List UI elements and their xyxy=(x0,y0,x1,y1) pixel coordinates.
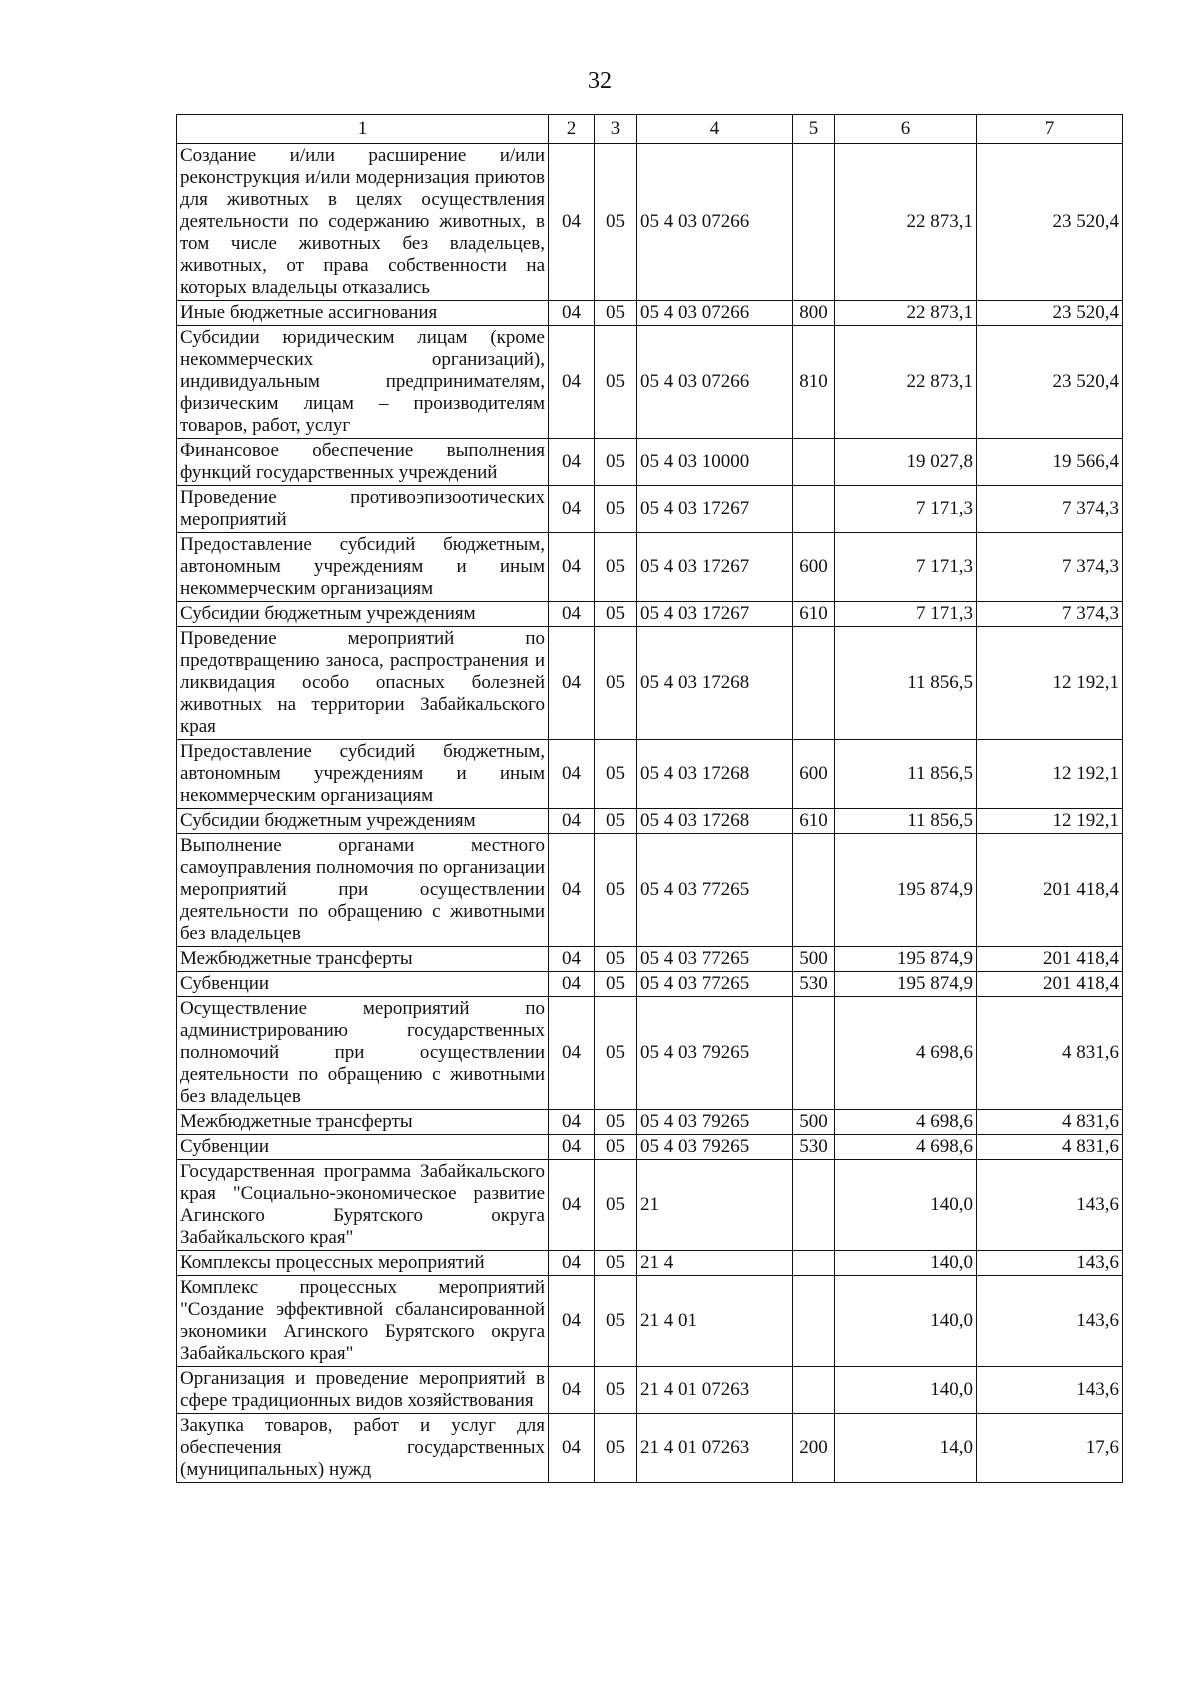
target-article-cell: 05 4 03 17268 xyxy=(637,627,793,740)
subsection-code-cell: 05 xyxy=(595,301,637,326)
section-code-cell: 04 xyxy=(549,602,595,627)
column-header: 5 xyxy=(793,115,835,144)
budget-table xyxy=(176,114,1123,1483)
table-row xyxy=(177,1110,1123,1135)
amount-col7-cell: 201 418,4 xyxy=(977,947,1123,972)
subsection-code-cell: 05 xyxy=(595,1110,637,1135)
section-code-cell: 04 xyxy=(549,1160,595,1251)
row-name-cell: Осуществление мероприятий по администрированию государственных полномочий при осуществлении деятельности по обращению с животными без владельцев xyxy=(177,997,549,1110)
expense-type-cell: 610 xyxy=(793,809,835,834)
amount-col6-cell: 4 698,6 xyxy=(835,1135,977,1160)
expense-type-cell xyxy=(793,1160,835,1251)
amount-col7-cell: 143,6 xyxy=(977,1276,1123,1367)
subsection-code-cell: 05 xyxy=(595,1414,637,1483)
table-row xyxy=(177,1160,1123,1251)
target-article-cell: 05 4 03 77265 xyxy=(637,972,793,997)
amount-col7-cell: 7 374,3 xyxy=(977,533,1123,602)
expense-type-cell: 600 xyxy=(793,740,835,809)
expense-type-cell xyxy=(793,997,835,1110)
amount-col6-cell: 4 698,6 xyxy=(835,997,977,1110)
target-article-cell: 21 4 xyxy=(637,1251,793,1276)
amount-col7-cell: 19 566,4 xyxy=(977,439,1123,486)
table-row xyxy=(177,834,1123,947)
amount-col7-cell: 7 374,3 xyxy=(977,486,1123,533)
row-name-cell: Проведение противоэпизоотических мероприятий xyxy=(177,486,549,533)
expense-type-cell: 200 xyxy=(793,1414,835,1483)
amount-col7-cell: 201 418,4 xyxy=(977,834,1123,947)
amount-col7-cell: 143,6 xyxy=(977,1160,1123,1251)
table-row xyxy=(177,1251,1123,1276)
amount-col6-cell: 140,0 xyxy=(835,1276,977,1367)
target-article-cell: 05 4 03 17267 xyxy=(637,602,793,627)
expense-type-cell: 600 xyxy=(793,533,835,602)
amount-col7-cell: 143,6 xyxy=(977,1251,1123,1276)
expense-type-cell xyxy=(793,834,835,947)
subsection-code-cell: 05 xyxy=(595,1367,637,1414)
amount-col7-cell: 17,6 xyxy=(977,1414,1123,1483)
expense-type-cell xyxy=(793,1367,835,1414)
table-row xyxy=(177,1414,1123,1483)
expense-type-cell xyxy=(793,627,835,740)
row-name-cell: Предоставление субсидий бюджетным, автономным учреждениям и иным некоммерческим организациям xyxy=(177,533,549,602)
amount-col6-cell: 195 874,9 xyxy=(835,834,977,947)
column-header: 2 xyxy=(549,115,595,144)
section-code-cell: 04 xyxy=(549,301,595,326)
row-name-cell: Предоставление субсидий бюджетным, автономным учреждениям и иным некоммерческим организациям xyxy=(177,740,549,809)
table-row xyxy=(177,1276,1123,1367)
row-name-cell: Организация и проведение мероприятий в сфере традиционных видов хозяйствования xyxy=(177,1367,549,1414)
expense-type-cell: 800 xyxy=(793,301,835,326)
amount-col6-cell: 11 856,5 xyxy=(835,627,977,740)
amount-col7-cell: 4 831,6 xyxy=(977,1110,1123,1135)
table-row xyxy=(177,602,1123,627)
row-name-cell: Выполнение органами местного самоуправления полномочия по организации мероприятий при осуществлении деятельности по обращению с животными без владельцев xyxy=(177,834,549,947)
amount-col6-cell: 14,0 xyxy=(835,1414,977,1483)
target-article-cell: 21 4 01 07263 xyxy=(637,1414,793,1483)
row-name-cell: Создание и/или расширение и/или реконструкция и/или модернизация приютов для животных в целях осуществления деятельности по содержанию животных, в том числе животных без владельцев, животных, от права собственности на которых владельцы отказались xyxy=(177,144,549,301)
section-code-cell: 04 xyxy=(549,997,595,1110)
target-article-cell: 05 4 03 77265 xyxy=(637,947,793,972)
row-name-cell: Субвенции xyxy=(177,1135,549,1160)
table-row xyxy=(177,627,1123,740)
subsection-code-cell: 05 xyxy=(595,972,637,997)
target-article-cell: 05 4 03 17267 xyxy=(637,533,793,602)
table-row xyxy=(177,486,1123,533)
row-name-cell: Проведение мероприятий по предотвращению заноса, распространения и ликвидация особо опасных болезней животных на территории Забайкальского края xyxy=(177,627,549,740)
amount-col6-cell: 4 698,6 xyxy=(835,1110,977,1135)
expense-type-cell xyxy=(793,144,835,301)
expense-type-cell xyxy=(793,1251,835,1276)
amount-col6-cell: 195 874,9 xyxy=(835,947,977,972)
table-row xyxy=(177,972,1123,997)
subsection-code-cell: 05 xyxy=(595,1251,637,1276)
target-article-cell: 21 4 01 xyxy=(637,1276,793,1367)
expense-type-cell: 500 xyxy=(793,947,835,972)
table-row xyxy=(177,533,1123,602)
column-header: 6 xyxy=(835,115,977,144)
amount-col6-cell: 19 027,8 xyxy=(835,439,977,486)
amount-col6-cell: 22 873,1 xyxy=(835,301,977,326)
expense-type-cell xyxy=(793,439,835,486)
expense-type-cell: 500 xyxy=(793,1110,835,1135)
section-code-cell: 04 xyxy=(549,439,595,486)
target-article-cell: 05 4 03 10000 xyxy=(637,439,793,486)
section-code-cell: 04 xyxy=(549,627,595,740)
amount-col7-cell: 7 374,3 xyxy=(977,602,1123,627)
subsection-code-cell: 05 xyxy=(595,602,637,627)
subsection-code-cell: 05 xyxy=(595,997,637,1110)
target-article-cell: 05 4 03 07266 xyxy=(637,144,793,301)
section-code-cell: 04 xyxy=(549,1367,595,1414)
expense-type-cell: 610 xyxy=(793,602,835,627)
amount-col6-cell: 7 171,3 xyxy=(835,602,977,627)
table-row xyxy=(177,1367,1123,1414)
column-header: 4 xyxy=(637,115,793,144)
amount-col7-cell: 4 831,6 xyxy=(977,997,1123,1110)
table-header-row xyxy=(177,115,1123,144)
table-row xyxy=(177,809,1123,834)
target-article-cell: 05 4 03 79265 xyxy=(637,1135,793,1160)
section-code-cell: 04 xyxy=(549,533,595,602)
section-code-cell: 04 xyxy=(549,326,595,439)
target-article-cell: 05 4 03 17268 xyxy=(637,740,793,809)
column-header: 7 xyxy=(977,115,1123,144)
row-name-cell: Государственная программа Забайкальского края "Социально-экономическое развитие Агинского Бурятского округа Забайкальского края" xyxy=(177,1160,549,1251)
amount-col6-cell: 7 171,3 xyxy=(835,533,977,602)
expense-type-cell: 530 xyxy=(793,972,835,997)
amount-col6-cell: 140,0 xyxy=(835,1367,977,1414)
amount-col6-cell: 11 856,5 xyxy=(835,740,977,809)
target-article-cell: 05 4 03 17267 xyxy=(637,486,793,533)
target-article-cell: 05 4 03 79265 xyxy=(637,997,793,1110)
amount-col6-cell: 22 873,1 xyxy=(835,144,977,301)
target-article-cell: 05 4 03 77265 xyxy=(637,834,793,947)
section-code-cell: 04 xyxy=(549,740,595,809)
target-article-cell: 05 4 03 17268 xyxy=(637,809,793,834)
amount-col6-cell: 140,0 xyxy=(835,1160,977,1251)
subsection-code-cell: 05 xyxy=(595,627,637,740)
table-row xyxy=(177,1135,1123,1160)
target-article-cell: 05 4 03 07266 xyxy=(637,301,793,326)
subsection-code-cell: 05 xyxy=(595,947,637,972)
amount-col6-cell: 11 856,5 xyxy=(835,809,977,834)
row-name-cell: Межбюджетные трансферты xyxy=(177,947,549,972)
table-row xyxy=(177,947,1123,972)
table-row xyxy=(177,326,1123,439)
section-code-cell: 04 xyxy=(549,1251,595,1276)
row-name-cell: Комплекс процессных мероприятий "Создание эффективной сбалансированной экономики Агинского Бурятского округа Забайкальского края" xyxy=(177,1276,549,1367)
subsection-code-cell: 05 xyxy=(595,834,637,947)
subsection-code-cell: 05 xyxy=(595,1135,637,1160)
row-name-cell: Субсидии бюджетным учреждениям xyxy=(177,602,549,627)
expense-type-cell xyxy=(793,486,835,533)
section-code-cell: 04 xyxy=(549,1110,595,1135)
subsection-code-cell: 05 xyxy=(595,1276,637,1367)
target-article-cell: 05 4 03 79265 xyxy=(637,1110,793,1135)
amount-col7-cell: 12 192,1 xyxy=(977,809,1123,834)
section-code-cell: 04 xyxy=(549,486,595,533)
row-name-cell: Комплексы процессных мероприятий xyxy=(177,1251,549,1276)
row-name-cell: Субсидии бюджетным учреждениям xyxy=(177,809,549,834)
column-header: 1 xyxy=(177,115,549,144)
amount-col6-cell: 140,0 xyxy=(835,1251,977,1276)
amount-col6-cell: 7 171,3 xyxy=(835,486,977,533)
expense-type-cell: 810 xyxy=(793,326,835,439)
section-code-cell: 04 xyxy=(549,809,595,834)
section-code-cell: 04 xyxy=(549,834,595,947)
section-code-cell: 04 xyxy=(549,1276,595,1367)
section-code-cell: 04 xyxy=(549,947,595,972)
table-row xyxy=(177,144,1123,301)
subsection-code-cell: 05 xyxy=(595,1160,637,1251)
target-article-cell: 21 4 01 07263 xyxy=(637,1367,793,1414)
table-row xyxy=(177,301,1123,326)
row-name-cell: Закупка товаров, работ и услуг для обеспечения государственных (муниципальных) нужд xyxy=(177,1414,549,1483)
target-article-cell: 21 xyxy=(637,1160,793,1251)
row-name-cell: Межбюджетные трансферты xyxy=(177,1110,549,1135)
subsection-code-cell: 05 xyxy=(595,533,637,602)
subsection-code-cell: 05 xyxy=(595,740,637,809)
page-number: 32 xyxy=(588,68,612,94)
expense-type-cell xyxy=(793,1276,835,1367)
amount-col7-cell: 23 520,4 xyxy=(977,326,1123,439)
subsection-code-cell: 05 xyxy=(595,439,637,486)
column-header: 3 xyxy=(595,115,637,144)
section-code-cell: 04 xyxy=(549,1135,595,1160)
amount-col6-cell: 22 873,1 xyxy=(835,326,977,439)
section-code-cell: 04 xyxy=(549,972,595,997)
table-row xyxy=(177,740,1123,809)
row-name-cell: Субвенции xyxy=(177,972,549,997)
amount-col7-cell: 23 520,4 xyxy=(977,144,1123,301)
subsection-code-cell: 05 xyxy=(595,809,637,834)
amount-col7-cell: 23 520,4 xyxy=(977,301,1123,326)
subsection-code-cell: 05 xyxy=(595,486,637,533)
amount-col7-cell: 4 831,6 xyxy=(977,1135,1123,1160)
section-code-cell: 04 xyxy=(549,1414,595,1483)
target-article-cell: 05 4 03 07266 xyxy=(637,326,793,439)
amount-col7-cell: 12 192,1 xyxy=(977,627,1123,740)
expense-type-cell: 530 xyxy=(793,1135,835,1160)
amount-col7-cell: 143,6 xyxy=(977,1367,1123,1414)
amount-col7-cell: 12 192,1 xyxy=(977,740,1123,809)
row-name-cell: Субсидии юридическим лицам (кроме некоммерческих организаций), индивидуальным предпринимателям, физическим лицам – производителям товаров, работ, услуг xyxy=(177,326,549,439)
table-row xyxy=(177,439,1123,486)
amount-col7-cell: 201 418,4 xyxy=(977,972,1123,997)
row-name-cell: Иные бюджетные ассигнования xyxy=(177,301,549,326)
table-row xyxy=(177,997,1123,1110)
amount-col6-cell: 195 874,9 xyxy=(835,972,977,997)
subsection-code-cell: 05 xyxy=(595,144,637,301)
section-code-cell: 04 xyxy=(549,144,595,301)
row-name-cell: Финансовое обеспечение выполнения функций государственных учреждений xyxy=(177,439,549,486)
subsection-code-cell: 05 xyxy=(595,326,637,439)
